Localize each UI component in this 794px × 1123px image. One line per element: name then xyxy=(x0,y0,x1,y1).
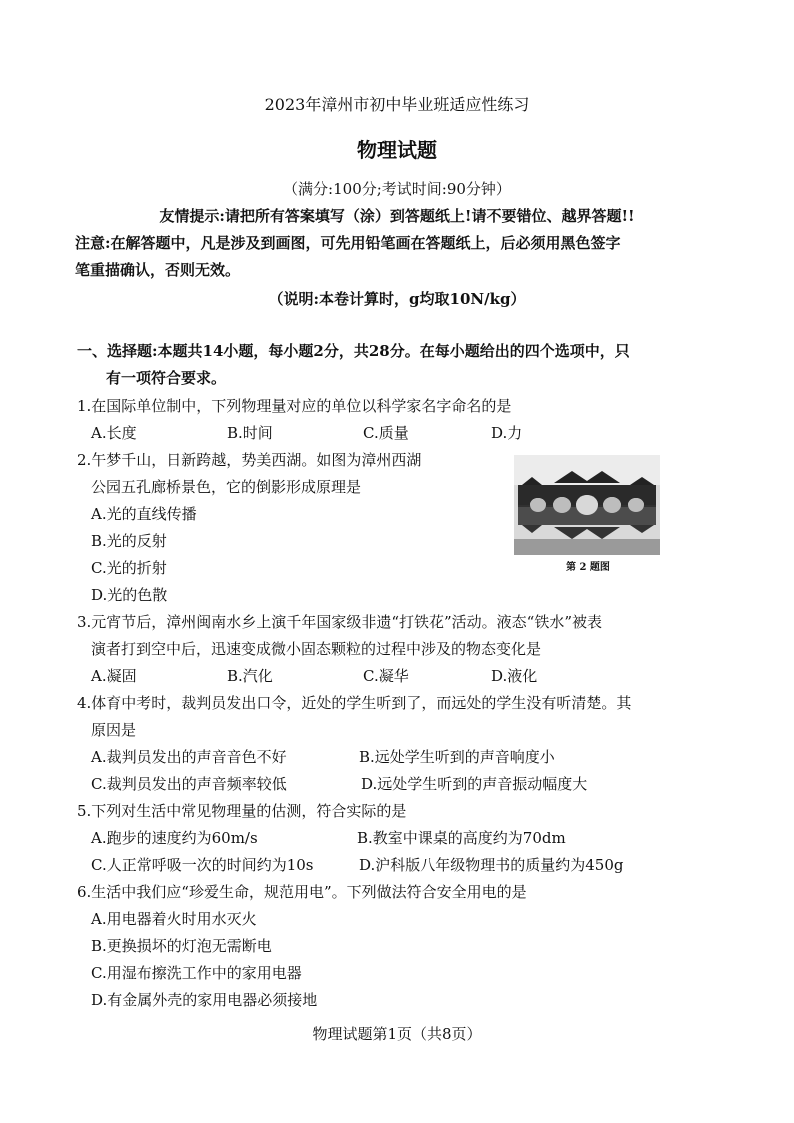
option-d: D.有金属外壳的家用电器必须接地 xyxy=(91,991,318,1009)
option-d: D.液化 xyxy=(491,667,538,685)
option-a: A.跑步的速度约为60m/s xyxy=(91,829,258,847)
option-d: D.力 xyxy=(491,424,523,442)
option-b: B.更换损坏的灯泡无需断电 xyxy=(91,937,272,955)
question-4-text-line-1: 4.体育中考时，裁判员发出口令，近处的学生听到了，而远处的学生没有听清楚。其 xyxy=(77,694,632,712)
question-4-text-line-2: 原因是 xyxy=(91,721,137,739)
question-2-text-line-2: 公园五孔廊桥景色，它的倒影形成原理是 xyxy=(91,478,362,496)
score-time: （满分:100分;考试时间:90分钟） xyxy=(283,180,511,198)
option-a: A.光的直线传播 xyxy=(91,505,197,523)
option-c: C.凝华 xyxy=(363,667,409,685)
question-3-text-line-1: 3.元宵节后，漳州闽南水乡上演千年国家级非遗“打铁花”活动。液态“铁水”被表 xyxy=(77,613,602,631)
option-d: D.沪科版八年级物理书的质量约为450g xyxy=(359,856,624,874)
option-c: C.光的折射 xyxy=(91,559,167,577)
section-heading-line-1: 一、选择题:本题共14小题，每小题2分，共28分。在每小题给出的四个选项中，只 xyxy=(77,342,630,360)
question-2-text-line-1: 2.午梦千山，日新跨越，势美西湖。如图为漳州西湖 xyxy=(77,451,422,469)
option-c: C.质量 xyxy=(363,424,409,442)
option-c: C.用湿布擦洗工作中的家用电器 xyxy=(91,964,302,982)
question-3-text-line-2: 演者打到空中后，迅速变成微小固态颗粒的过程中涉及的物态变化是 xyxy=(91,640,542,658)
option-b: B.汽化 xyxy=(227,667,273,685)
note-line-2: 笔重描确认，否则无效。 xyxy=(75,261,241,279)
option-b: B.时间 xyxy=(227,424,273,442)
friendly-tip: 友情提示:请把所有答案填写（涂）到答题纸上!请不要错位、越界答题!! xyxy=(159,207,635,225)
option-b: B.光的反射 xyxy=(91,532,167,550)
bridge-reflection-photo xyxy=(514,455,660,555)
calc-explain: （说明:本卷计算时，g均取10N/kg） xyxy=(268,290,526,308)
option-c: C.人正常呼吸一次的时间约为10s xyxy=(91,856,314,874)
option-b: B.教室中课桌的高度约为70dm xyxy=(357,829,566,847)
option-a: A.凝固 xyxy=(91,667,137,685)
question-5-text: 5.下列对生活中常见物理量的估测，符合实际的是 xyxy=(77,802,407,820)
option-a: A.长度 xyxy=(91,424,137,442)
question-1-text: 1.在国际单位制中，下列物理量对应的单位以科学家名字命名的是 xyxy=(77,397,512,415)
option-b: B.远处学生听到的声音响度小 xyxy=(359,748,555,766)
option-d: D.光的色散 xyxy=(91,586,168,604)
option-a: A.用电器着火时用水灭火 xyxy=(91,910,257,928)
section-heading-line-2: 有一项符合要求。 xyxy=(106,369,227,387)
page-footer: 物理试题第1页（共8页） xyxy=(312,1025,482,1043)
question-6-text: 6.生活中我们应“珍爱生命，规范用电”。下列做法符合安全用电的是 xyxy=(77,883,527,901)
note-line-1: 注意:在解答题中，凡是涉及到画图，可先用铅笔画在答题纸上，后必须用黑色签字 xyxy=(75,234,621,252)
figure-caption: 第 2 题图 xyxy=(566,562,610,573)
option-c: C.裁判员发出的声音频率较低 xyxy=(91,775,287,793)
option-d: D.远处学生听到的声音振动幅度大 xyxy=(361,775,588,793)
subject-title: 物理试题 xyxy=(357,138,437,162)
option-a: A.裁判员发出的声音音色不好 xyxy=(91,748,287,766)
exam-title: 2023年漳州市初中毕业班适应性练习 xyxy=(264,95,530,114)
